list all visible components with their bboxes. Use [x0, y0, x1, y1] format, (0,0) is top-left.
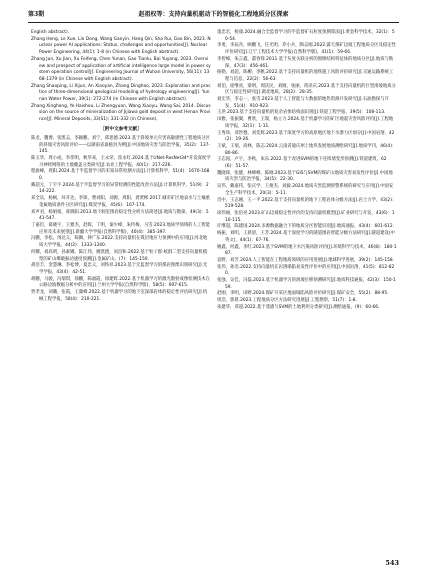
appendix-heading: ［附中文参考文献］: [100, 126, 142, 132]
reference-entry: 邓声君，杨娟娟，聂晓阳.2013.地下洞室围岩稳定性分析方法简述[J].地质与勘探，49(3)：541-547.: [31, 209, 209, 222]
reference-entry: 李勇，李辰舟，顾鹏飞，任光明，乔小兵，陶志刚.2022.露天煤矿边坡工程地质分区及稳定性评价研究[J].辽宁工程技术大学学报(自然科学版)，41(1)：59-66.: [217, 43, 396, 56]
reference-entry: 丁嘉臣，葛晓宇，王雅杰，赵晖，丁明，秦少峰，朱传梅，马雪.2023.地质学领域的人工智能应用及未来展望[J].新疆大学学报(自然科学版)，40(4)：385-397.: [31, 222, 210, 235]
reference-entry: 贾孝龙，刘璐，张霞，王冀峰.2022.基于机器学习的地下室深部岩体的稳定性评估研究[J].机械工程学报，58(4)：210-221.: [31, 290, 208, 302]
reference-entry: 朱建华，邓超.2022.基于遥感与SVM的土地利用分类研究[J].测绘通报，(9)：60-66.: [217, 304, 380, 310]
reference-entry: 张强，吴佳，冯磊.2023.基于机器学习的滑坡位移预测研究[J].地质科技通报，42(3)：150-159.: [217, 278, 396, 290]
reference-entry: 张伟，孙浩.2022.支持向量机在岩溶塌陷易发性评价中的应用[J].中国岩溶，41(5)：812-820.: [217, 264, 395, 277]
chinese-references-right: [217, 30, 397, 312]
reference-entry: 杨勒，刘超，陈柳，李帆.2022.基于支持向量机的地铁施工风险评价研究[J].交通运输系统工程与信息，22(2)：56-63.: [217, 70, 394, 82]
reference-entry: 刘伯，庞继亮，梁明，周沃民，刘刚，张丽，蒋泽庆.2023.基于支持向量机的巨型滑坡地质分区与稳定性研究[J].湖北地质，28(2)：28-35.: [217, 83, 396, 96]
reference-entry: 胡鹏，马骏，冯瑞琪，徐鹏，陈福霞，徐建辉.2022.基于机器学习的激光散射成像检测技术在公路边坡数据分析中的应用[J].兰州大学学报(自然科学版)，58(5)：607-615.: [31, 276, 210, 289]
reference-entry: 肖中，王志刚，王一平.2022.基于支持向量机的地下工程岩体分级方法[J].岩土力学，43(2)：519-528.: [217, 197, 397, 210]
reference-entry: English abstract).: [31, 30, 70, 35]
reference-entry: 赵刚，李明，田野.2024.煤矿开采区地面塌陷风险评价研究[J].煤矿安全，55(2)：88-95.: [217, 291, 389, 297]
reference-entry: 刘宏华，李志一，张雪.2023.基于人工智能与大数据的地热资源开发研究[J].石油勘探与开发，51(4)：910-923.: [217, 97, 389, 109]
reference-entry: 邓全乐，杨枫，环开达，李锋，曹刘阳，刘源，周阳，龚贤彬.2017.城市矿区地表水与土壤重金属地质条件分区研究[J].煤炭学报，45(6)：167-174.: [31, 196, 210, 208]
reference-entry: Zhang Jun, Xu Jian, Xu Feifeng, Chen Yunan, Gao Tianlu, Bai Yuyang, 2023. Overview and prospect of application of artificial intelligence large model in power system operation control[J]. Engineering Journal of Wuhan University, 56(11): 1368-1379 (in Chinese with English abstract).: [31, 56, 211, 82]
reference-entry: 王秀珍，邓世德，刘奕辉.2023.基于深度学习的高原地区地下水潜力区划分[J].中国岩溶，42(2)：19-26.: [217, 130, 395, 143]
reference-entry: 魏晓锋，张健，林峰峰，陈刚.2023.基于GIS与SVM的煤矿山地质灾害易发性评价[J].中国地质灾害与防治学报，34(5)：22-30.: [217, 170, 393, 183]
reference-entry: 程渝峰，周阳.2024.基于半监督学习的未知异常检测方法[J].计算机科学，51(4)：1670-1680.: [31, 169, 210, 182]
issue-number: 第3期: [28, 11, 45, 18]
reference-entry: 王志国，卢宇，李秋，朱乐.2022.基于改进SVM的地下连续墙变形预测[J].铁道建筑，62(6)：51-57.: [217, 157, 387, 170]
reference-entry: 李智峰，朱言鑫，董春锋.2011.基于灰度关联分析的围堰结构特征体的地质分区[J].地质与勘探，47(3)：456-461.: [217, 56, 394, 69]
reference-entry: 田雅，张振翼，曹欣，王瑞，杨立力.2024.基于机器学习的矿区地震灾害风险评价[J].工程地质学报，32(1)：1-11.: [217, 117, 394, 129]
reference-entry: 袁野，刘芳.2024.人工智能在工程地质领域的应用进展[J].地球科学进展，39(2)：145-158.: [217, 257, 395, 263]
reference-entry: 陈龙，魏博，张凯志，李颖鹏，刘宁，邱思德.2023.基于斜坡单元灾害高敏感性工程地质分区的斜坡灾害风险评价——以湖南省桑植县为例[J].中国地质灾害与防治学报，35(2)：137-145.: [31, 135, 210, 155]
running-title: 赵祖权等：支持向量机驱动下的智能化工程地质分区探索: [138, 11, 289, 18]
reference-entry: 王斌，王瑞，高林，陈志.2024.云南省迪庆州上地块发展地质测绘研究[J].地质学刊，46(4)：80-86.: [217, 143, 397, 156]
reference-entry: Zhang Shaoping, Li Xijun, An Xiaoyan, Zhang Dinghao, 2023. Exploration and practice of three-dimensional geological modeling of hydrology engineering[J]. Yunnan Water Power, 39(1): 272-274 (in Chinese with English abstract).: [31, 83, 211, 103]
right-column: [217, 30, 397, 312]
page-number: 543: [385, 559, 399, 567]
reference-entry: 王洪.2023.基于支持向量机的复杂岩体结构面识别[J].铁道工程学报，39(5)：108-113.: [217, 110, 386, 116]
chinese-references-left: [31, 136, 211, 304]
reference-entry: Zhang Xinghong, Ye Haishou, Li Zhengyuan, Wang Xiaoyu, Wang Sai, 2014. Discussion on the source of mineralization of Jijiawa gold deposit in west Henan Province[J]. Mineral Deposits, 33(S1): 331-332 (in Chinese).: [31, 103, 211, 123]
reference-entry: 吴伟，戴嘉伟，张庆学，王俊杰，刘毅.2024.地质灾害监测预警系统的研究与应用[J].中国安全生产科学技术，20(3)：5-11.: [217, 184, 394, 196]
reference-entry: 许继超，陈建国.2024.多源数据融合下的地质分区智能识别[J].地质通报，43(4)：601-612.: [217, 224, 395, 230]
reference-entry: Zhang Heng, Le Xue, Lin Dong, Wang Ganyin, Hang Qin, Sha Rui, Gao Bin, 2023. Nuclear power AI applications: Status, challenges and opportunities[J]. Nuclear Power Engineering, 44(1): 1-8 (in Chinese with English abstract).: [31, 36, 211, 56]
reference-entry: 周浩，郭晨.2023.工程地质分区方法研究进展[J].工程勘察，51(7)：1-8.: [217, 298, 357, 304]
reference-entry: 杨振，刘明，王晨晨，王芳.2024.基于深度学习的隧道围岩智能分级方法研究[J].隧道建设(中英文)，44(1)：67-76.: [217, 231, 395, 243]
reference-entry: 冯鹏，李松，汤达义，陈腾，钟广东.2022.支持向量机在煤层地应力预测中的应用[J].河北地质大学学报，44(2)：1333-1340.: [31, 236, 208, 249]
reference-entry: 徐伟丽，张伯亮.2023.矿山边坡稳定性评价的支持向量机模型[J].矿业研究与开发，43(6)：110-115.: [217, 210, 395, 223]
reference-entry: 何耀，刘高明，孙素娜，陈江伟，姚凯德，刘昌和.2022.基于粒子群-蚁群二型支持向量机模型的矿山爆破振动速度预测[J].金属矿山，(7)：145-150.: [31, 249, 208, 262]
running-header: [28, 8, 399, 23]
reference-entry: 陈玉华，周小成，李伟明，秋华来，王永荣，崔永红.2024.基于UNet-ResNet34*开发深度学习神经网络的土地覆盖分类研究[J].农业工程学报，40(1)：217-226.: [31, 155, 211, 168]
reference-entry: 戴超元，丁宇宇.2024.基于半监督学习的异常检测的性能改善方法[J].计算机科学，51(9)：214-222.: [31, 182, 209, 195]
left-column: [31, 30, 211, 303]
reference-entry: 姚鑫，何鑫，李红.2023.基于SVM的地下水污染风险评价[J].环境科学与技术，46(8)：180-187.: [217, 244, 397, 257]
english-references: [31, 30, 211, 124]
reference-entry: 童忠宏，杨康.2024.融合全监督学习的半监督矿石粒度预测算法[J].黄金科学技术，32(1)：50-54.: [217, 30, 395, 42]
reference-entry: 胡浩丰，金慧琳，李松博，夏忠义，刘铁祥.2023.基于无监督学习的煤岩图像识别研究[J].光学学报，43(4)：42-51.: [31, 263, 208, 275]
